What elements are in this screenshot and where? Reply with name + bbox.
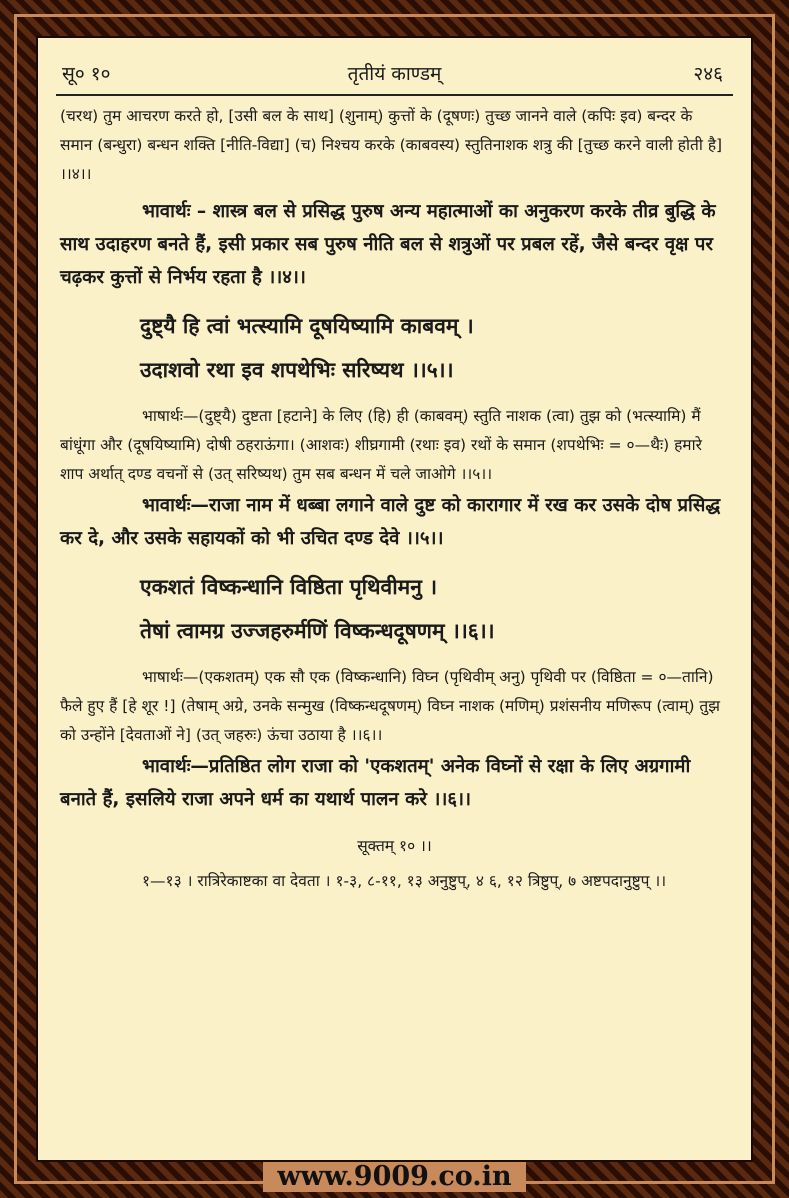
- page-number: २४६: [693, 63, 723, 85]
- translation-paragraph-6: भाषार्थः—(एकशतम्) एक सौ एक (विष्कन्धानि) विघ्न (पृथिवीम् अनु) पृथिवी पर (विष्ठिता = ०—तानि) फैले हुए हैं [हे शूर !] (तेषाम् अग्रे, उनके सन्मुख (विष्कन्धदूषणम्) विघ्न नाशक (मणिम्) प्रशंसनीय मणिरूप (त्वाम्) तुझ को उन्होंने [देवताओं ने] (उत् जहरुः) ऊंचा उठाया है ।।६।।: [60, 668, 720, 744]
- page-header: [56, 60, 733, 90]
- verse-6-line-1: एकशतं विष्कन्धानि विष्ठिता पृथिवीमनु ।: [140, 574, 438, 599]
- page-content: [60, 102, 729, 896]
- page-title: तृतीयं काण्डम्: [347, 63, 442, 85]
- verse-5-line-2: उदाशवो रथा इव शपथेभिः सरिष्यथ ।।५।।: [140, 357, 454, 382]
- sukta-footnote: १—१३ । रात्रिरेकाष्टका वा देवता । १-३, ८-११, १३ अनुष्टुप्, ४ ६, १२ त्रिष्टुप्, ७ अष्टपदानुष्टुप् ।।: [142, 872, 667, 890]
- meaning-paragraph-5: भावार्थः—राजा नाम में धब्बा लगाने वाले दुष्ट को कारागार में रख कर उसके दोष प्रसिद्ध कर दे, और उसके सहायकों को भी उचित दण्ड देवे ।।५।।: [60, 495, 721, 549]
- book-page: [36, 36, 753, 1162]
- meaning-paragraph-4: भावार्थः – शास्त्र बल से प्रसिद्ध पुरुष अन्य महात्माओं का अनुकरण करके तीव्र बुद्धि के साथ उदाहरण बनते हैं, इसी प्रकार सब पुरुष नीति बल से शत्रुओं पर प्रबल रहें, जैसे बन्दर वृक्ष पर चढ़कर कुत्तों से निर्भय रहता है ।।४।।: [60, 201, 716, 288]
- meaning-paragraph-6: भावार्थः—प्रतिष्ठित लोग राजा को 'एकशतम्' अनेक विघ्नों से रक्षा के लिए अग्रगामी बनाते हैं, इसलिये राजा अपने धर्म का यथार्थ पालन करे ।।६।।: [60, 756, 691, 810]
- website-banner: [36, 1162, 753, 1192]
- verse-6-line-2: तेषां त्वामग्र उज्जहरुर्मणिं विष्कन्धदूषणम् ।।६।।: [140, 618, 495, 643]
- website-url[interactable]: www.9009.co.in: [263, 1162, 525, 1192]
- sukta-heading: सूक्तम् १० ।।: [357, 837, 432, 855]
- sukta-number: सू० १०: [62, 63, 111, 85]
- verse-5-line-1: दुष्ट्यै हि त्वां भत्स्यामि दूषयिष्यामि काबवम् ।: [140, 313, 474, 338]
- translation-paragraph-4: (चरथ) तुम आचरण करते हो, [उसी बल के साथ] (शुनाम्) कुत्तों के (दूषणः) तुच्छ जानने वाले (कपिः इव) बन्दर के समान (बन्धुरा) बन्धन शक्ति [नीति-विद्या] (च) निश्चय करके (काबवस्य) स्तुतिनाशक शत्रु की [तुच्छ करने वाली होती है] ।।४।।: [60, 107, 723, 183]
- header-rule: [56, 94, 733, 96]
- translation-paragraph-5: भाषार्थः—(दुष्ट्यै) दुष्टता [हटाने] के लिए (हि) ही (काबवम्) स्तुति नाशक (त्वा) तुझ को (भत्स्यामि) मैं बांधूंगा और (दूषयिष्यामि) दोषी ठहराऊंगा। (आशवः) शीघ्रगामी (रथाः इव) रथों के समान (शपथेभिः = ०—थैः) हमारे शाप अर्थात् दण्ड वचनों से (उत् सरिष्यथ) तुम सब बन्धन में चले जाओगे ।।५।।: [60, 407, 702, 483]
